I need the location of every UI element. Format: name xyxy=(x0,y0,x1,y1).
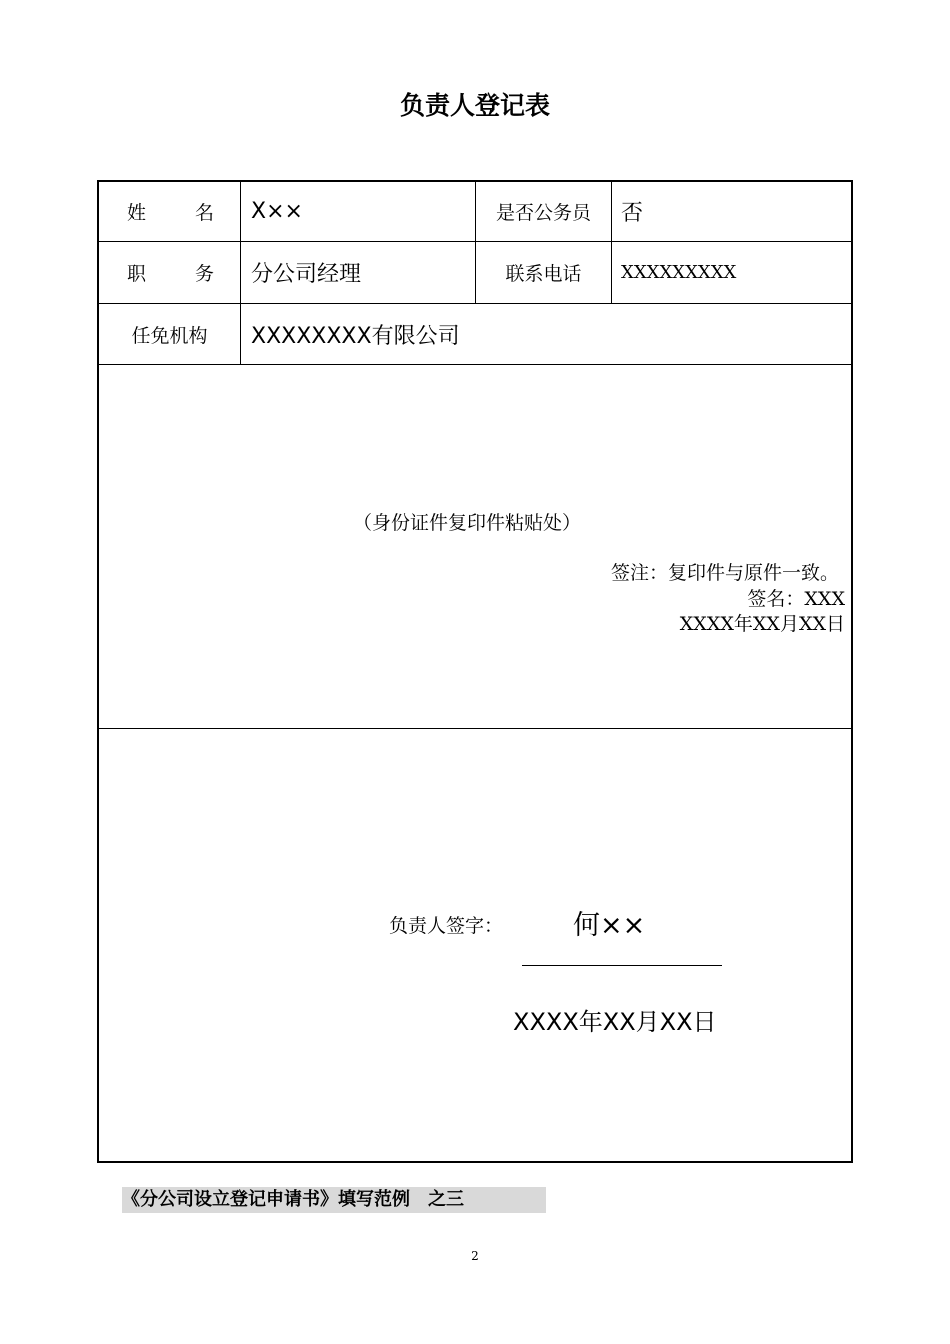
copy-sign: 签名：XXX xyxy=(747,588,845,610)
phone-value: XXXXXXXXX xyxy=(621,262,737,283)
signature-underline xyxy=(522,965,722,966)
name-label xyxy=(99,182,240,241)
position-label xyxy=(99,242,240,303)
page-number: 2 xyxy=(471,1249,479,1263)
position-value: 分公司经理 xyxy=(251,262,362,287)
name-value: X×× xyxy=(251,199,303,224)
form-title: 负责人登记表 xyxy=(399,91,550,120)
name-label-char: 名 xyxy=(194,202,214,224)
position-label-char: 职 xyxy=(127,263,147,285)
column-divider xyxy=(240,182,241,365)
row-divider xyxy=(99,364,851,365)
signature-label: 负责人签字： xyxy=(389,915,504,937)
phone-label: 联系电话 xyxy=(505,263,582,285)
registration-form-table xyxy=(97,180,853,1163)
copy-date: XXXX年XX月XX日 xyxy=(679,613,845,635)
signature-date: XXXX年XX月XX日 xyxy=(513,1008,717,1036)
civil-servant-label: 是否公务员 xyxy=(495,202,591,224)
row-divider xyxy=(99,728,851,729)
position-label-char: 务 xyxy=(194,263,214,285)
appointing-org-value: XXXXXXXX有限公司 xyxy=(251,323,460,349)
copy-note: 签注：复印件与原件一致。 xyxy=(610,562,839,584)
column-divider xyxy=(611,182,612,304)
appointing-org-label: 任免机构 xyxy=(131,324,208,347)
civil-servant-value: 否 xyxy=(621,201,644,226)
name-label-char: 姓 xyxy=(127,202,147,224)
id-copy-placeholder: （身份证件复印件粘贴处） xyxy=(353,512,582,534)
footer-caption: 《分公司设立登记申请书》填写范例 之三 xyxy=(122,1187,546,1213)
signature-value: 何×× xyxy=(573,910,646,941)
